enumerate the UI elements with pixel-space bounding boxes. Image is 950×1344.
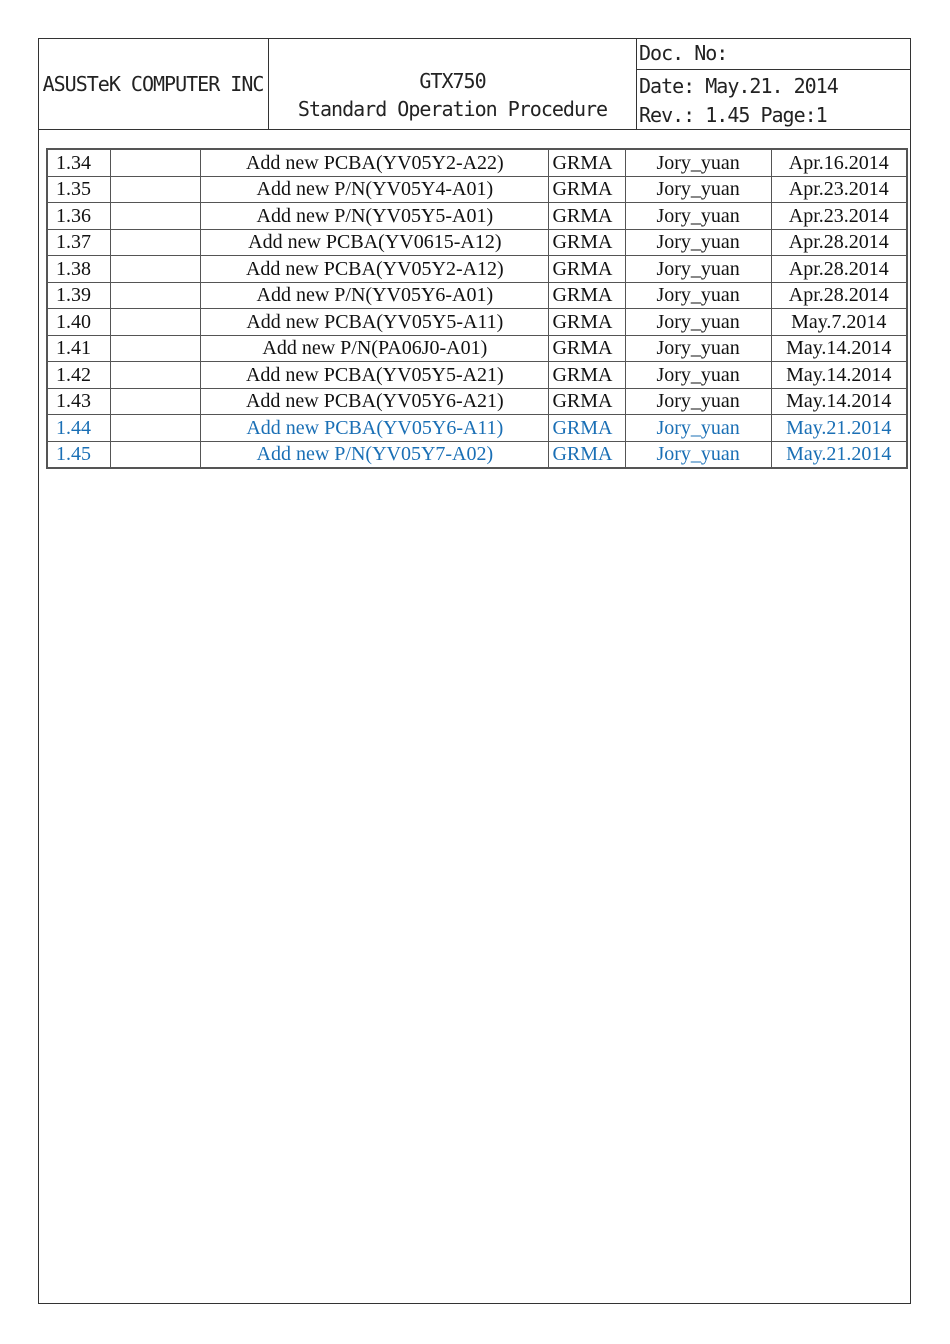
blank-cell bbox=[110, 309, 200, 336]
author: Jory_yuan bbox=[625, 176, 771, 203]
change-description: Add new PCBA(YV05Y2-A22) bbox=[201, 149, 549, 176]
author: Jory_yuan bbox=[625, 441, 771, 468]
author: Jory_yuan bbox=[625, 149, 771, 176]
change-date: Apr.23.2014 bbox=[771, 176, 907, 203]
procedure-title: Standard Operation Procedure bbox=[297, 97, 608, 121]
revision-number: 1.36 bbox=[47, 203, 110, 230]
change-date: May.7.2014 bbox=[771, 309, 907, 336]
blank-cell bbox=[110, 415, 200, 442]
change-date: Apr.28.2014 bbox=[771, 256, 907, 283]
document-title-block bbox=[269, 38, 637, 129]
change-description: Add new P/N(YV05Y6-A01) bbox=[201, 282, 549, 309]
revision-number: 1.35 bbox=[47, 176, 110, 203]
revision-number: 1.37 bbox=[47, 229, 110, 256]
revision-rows bbox=[47, 149, 907, 468]
table-row bbox=[47, 282, 907, 309]
department: GRMA bbox=[549, 149, 625, 176]
revision-number: 1.42 bbox=[47, 362, 110, 389]
blank-cell bbox=[110, 388, 200, 415]
revision-number: 1.43 bbox=[47, 388, 110, 415]
table-row bbox=[47, 149, 907, 176]
author: Jory_yuan bbox=[625, 335, 771, 362]
revision-number: 1.40 bbox=[47, 309, 110, 336]
blank-cell bbox=[110, 362, 200, 389]
author: Jory_yuan bbox=[625, 282, 771, 309]
change-description: Add new P/N(YV05Y5-A01) bbox=[201, 203, 549, 230]
department: GRMA bbox=[549, 309, 625, 336]
blank-cell bbox=[110, 176, 200, 203]
author: Jory_yuan bbox=[625, 256, 771, 283]
doc-number: Doc. No: bbox=[637, 38, 911, 70]
change-date: May.21.2014 bbox=[771, 415, 907, 442]
change-date: Apr.16.2014 bbox=[771, 149, 907, 176]
change-description: Add new PCBA(YV05Y6-A11) bbox=[201, 415, 549, 442]
department: GRMA bbox=[549, 362, 625, 389]
author: Jory_yuan bbox=[625, 203, 771, 230]
table-row bbox=[47, 362, 907, 389]
blank-cell bbox=[110, 441, 200, 468]
blank-cell bbox=[110, 203, 200, 230]
department: GRMA bbox=[549, 176, 625, 203]
change-date: May.14.2014 bbox=[771, 388, 907, 415]
department: GRMA bbox=[549, 203, 625, 230]
revision-number: 1.45 bbox=[47, 441, 110, 468]
table-row bbox=[47, 415, 907, 442]
blank-cell bbox=[110, 256, 200, 283]
blank-cell bbox=[110, 149, 200, 176]
author: Jory_yuan bbox=[625, 309, 771, 336]
change-date: Apr.28.2014 bbox=[771, 282, 907, 309]
table-row bbox=[47, 388, 907, 415]
doc-date: Date: May.21. 2014 bbox=[639, 74, 838, 98]
change-description: Add new PCBA(YV05Y6-A21) bbox=[201, 388, 549, 415]
change-date: May.14.2014 bbox=[771, 335, 907, 362]
author: Jory_yuan bbox=[625, 415, 771, 442]
table-row bbox=[47, 309, 907, 336]
department: GRMA bbox=[549, 282, 625, 309]
revision-number: 1.44 bbox=[47, 415, 110, 442]
change-description: Add new P/N(YV05Y4-A01) bbox=[201, 176, 549, 203]
department: GRMA bbox=[549, 256, 625, 283]
table-row bbox=[47, 229, 907, 256]
revision-page: Rev.: 1.45 Page:1 bbox=[639, 103, 827, 127]
table-row bbox=[47, 441, 907, 468]
author: Jory_yuan bbox=[625, 388, 771, 415]
revision-number: 1.41 bbox=[47, 335, 110, 362]
change-description: Add new PCBA(YV05Y2-A12) bbox=[201, 256, 549, 283]
department: GRMA bbox=[549, 415, 625, 442]
document-meta bbox=[637, 38, 911, 129]
table-row bbox=[47, 176, 907, 203]
blank-cell bbox=[110, 335, 200, 362]
change-description: Add new PCBA(YV0615-A12) bbox=[201, 229, 549, 256]
author: Jory_yuan bbox=[625, 229, 771, 256]
department: GRMA bbox=[549, 388, 625, 415]
department: GRMA bbox=[549, 335, 625, 362]
change-date: Apr.23.2014 bbox=[771, 203, 907, 230]
revision-history-table bbox=[46, 148, 908, 469]
table-row bbox=[47, 256, 907, 283]
company-name: ASUSTeK COMPUTER INC bbox=[38, 38, 269, 129]
product-title: GTX750 bbox=[419, 69, 486, 93]
table-row bbox=[47, 335, 907, 362]
document-header bbox=[38, 38, 911, 130]
revision-number: 1.38 bbox=[47, 256, 110, 283]
author: Jory_yuan bbox=[625, 362, 771, 389]
blank-cell bbox=[110, 282, 200, 309]
table-row bbox=[47, 203, 907, 230]
change-description: Add new PCBA(YV05Y5-A11) bbox=[201, 309, 549, 336]
change-description: Add new P/N(YV05Y7-A02) bbox=[201, 441, 549, 468]
department: GRMA bbox=[549, 229, 625, 256]
change-description: Add new P/N(PA06J0-A01) bbox=[201, 335, 549, 362]
blank-cell bbox=[110, 229, 200, 256]
change-date: May.14.2014 bbox=[771, 362, 907, 389]
revision-number: 1.34 bbox=[47, 149, 110, 176]
revision-number: 1.39 bbox=[47, 282, 110, 309]
change-description: Add new PCBA(YV05Y5-A21) bbox=[201, 362, 549, 389]
change-date: Apr.28.2014 bbox=[771, 229, 907, 256]
department: GRMA bbox=[549, 441, 625, 468]
change-date: May.21.2014 bbox=[771, 441, 907, 468]
